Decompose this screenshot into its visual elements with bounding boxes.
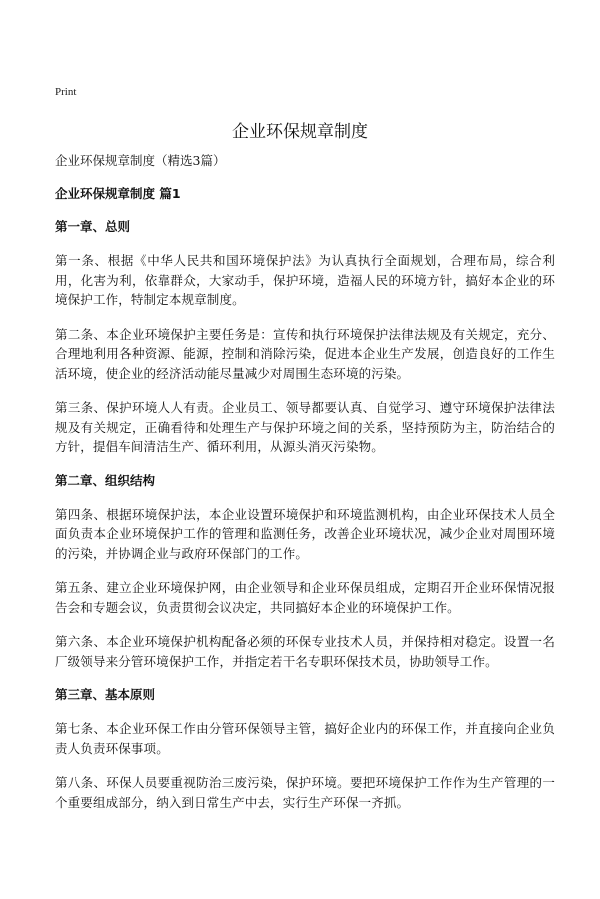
document-subtitle: 企业环保规章制度（精选3篇）: [55, 153, 226, 168]
section-heading: 第三章、基本原则: [55, 687, 156, 702]
paragraph: 第六条、本企业环境保护机构配备必须的环保专业技术人员，并保持相对稳定。设置一名厂级领导来分管环境保护工作，并指定若干名专职环保技术员，协助领导工作。: [55, 634, 555, 669]
paragraph: 第八条、环保人员要重视防治三废污染，保护环境。要把环境保护工作作为生产管理的一个重要组成部分，纳入到日常生产中去，实行生产环保一齐抓。: [55, 775, 555, 810]
document-title: 企业环保规章制度: [232, 122, 368, 142]
paragraph: 第二条、本企业环境保护主要任务是：宣传和执行环境保护法律法规及有关规定，充分、合理地利用各种资源、能源，控制和消除污染，促进本企业生产发展，创造良好的工作生活环境，使企业的经济活动能尽量减少对周围生态环境的污染。: [55, 326, 555, 381]
section-heading: 第二章、组织结构: [55, 472, 156, 488]
paragraph: 第七条、本企业环保工作由分管环保领导主管，搞好企业内的环保工作，并直接向企业负责人负责环保事项。: [55, 721, 555, 756]
paragraph: 第三条、保护环境人人有责。企业员工、领导都要认真、自觉学习、遵守环境保护法律法规及有关规定，正确看待和处理生产与保护环境之间的关系，坚持预防为主，防治结合的方针，提倡车间清洁生产、循环利用，从源头消灭污染物。: [55, 400, 555, 454]
paragraph: 第五条、建立企业环境保护网，由企业领导和企业环保员组成，定期召开企业环保情况报告会和专题会议，负责贯彻会议决定，共同搞好本企业的环境保护工作。: [55, 580, 555, 615]
article-title: 企业环保规章制度 篇1: [55, 186, 181, 201]
paragraph: 第一条、根据《中华人民共和国环境保护法》为认真执行全面规划，合理布局，综合利用，化害为利，依靠群众，大家动手，保护环境，造福人民的环境方针，搞好本企业的环境保护工作，特制定本规章制度。: [55, 253, 555, 307]
section-heading: 第一章、总则: [55, 219, 131, 234]
document-body: [55, 152, 555, 827]
print-label[interactable]: Print: [55, 86, 77, 98]
paragraph: 第四条、根据环境保护法，本企业设置环境保护和环境监测机构，由企业环保技术人员全面负责本企业环境保护工作的管理和监测任务，改善企业环境状况，减少企业对周围环境的污染，并协调企业与政府环保部门的工作。: [55, 506, 555, 561]
